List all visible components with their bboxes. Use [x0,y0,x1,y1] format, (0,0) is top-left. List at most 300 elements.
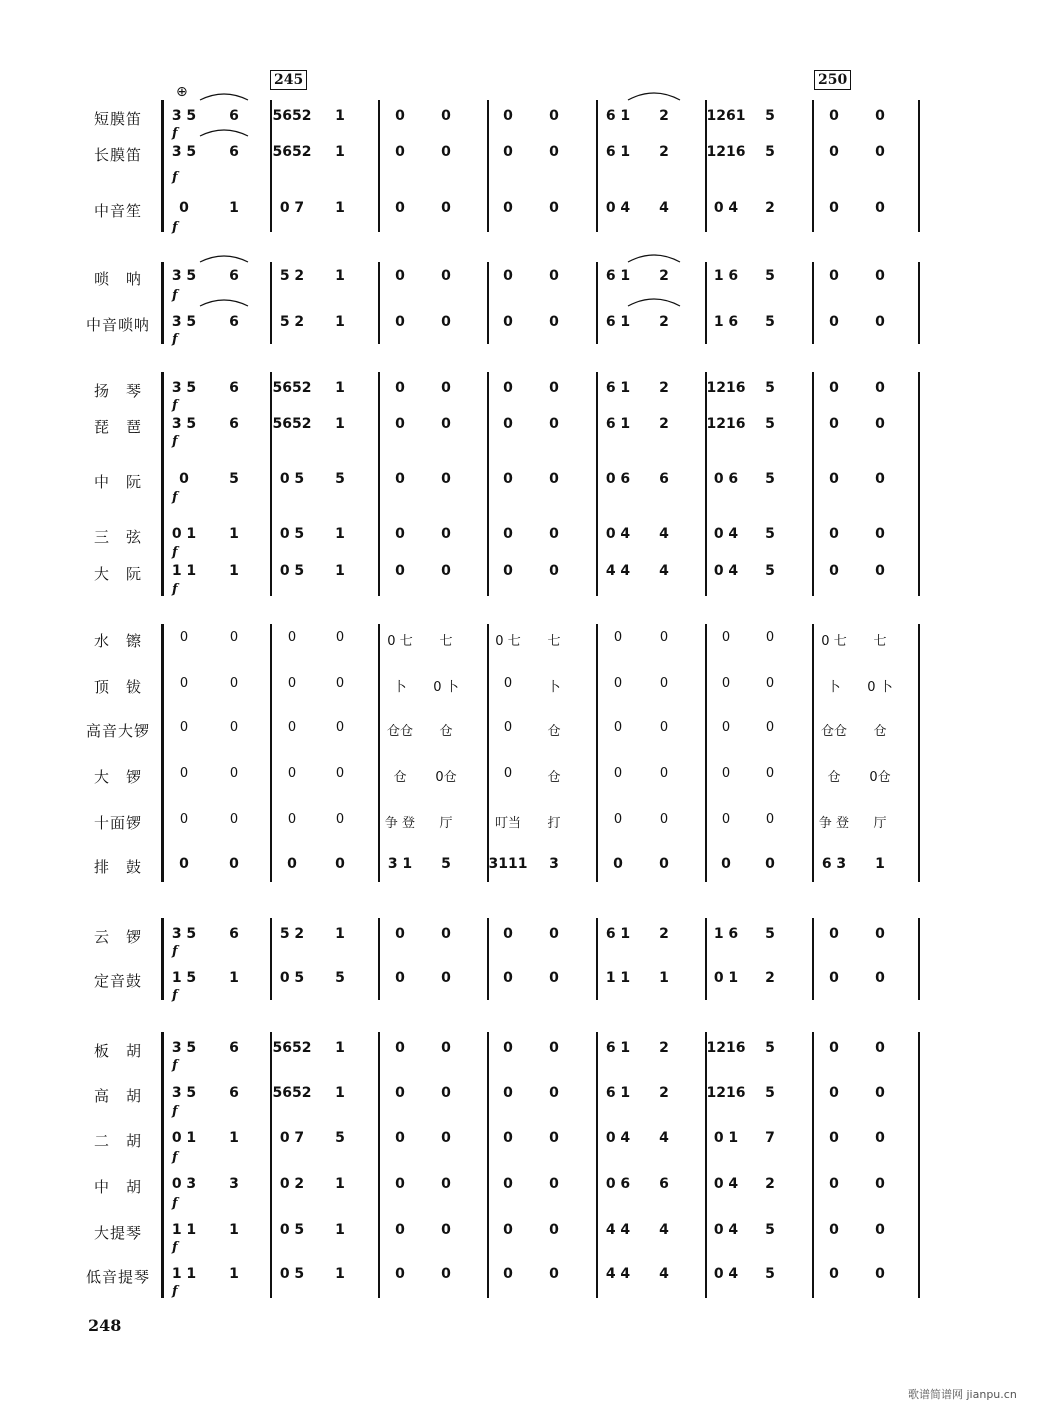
note-cell: 6 [229,108,239,124]
note-cell: 0 [721,630,731,645]
note-cell: 1 [335,144,345,160]
note-cell: 0 [659,630,669,645]
note-cell: 0 [287,766,297,781]
note-cell: 2 [659,1085,669,1101]
note-cell: 0 [395,1040,405,1056]
note-cell: 0 [441,380,451,396]
note-cell: 0 [335,630,345,645]
note-cell: 0 [875,200,885,216]
note-cell: 0 [287,630,297,645]
note-cell: 0 [549,526,559,542]
note-cell: 0 [503,563,513,579]
note-cell: 1 [335,314,345,330]
note-cell: 6 [659,1176,669,1192]
note-cell: 0 [503,970,513,986]
note-cell: 0 [229,630,239,645]
note-cell: 0 5 [279,970,305,986]
note-cell: 1 [659,970,669,986]
note-cell: 0 6 [605,1176,631,1192]
note-cell: 0 [503,144,513,160]
note-cell: 0 [721,856,731,872]
note-cell: 0 [549,108,559,124]
note-cell: 0 6 [605,471,631,487]
note-cell: 5 [765,563,775,579]
note-cell: 0 [549,1130,559,1146]
note-cell: 0 [659,766,669,781]
note-cell: 0 5 [279,1266,305,1282]
note-cell: 0 [395,416,405,432]
dynamic-forte: f [172,1284,178,1299]
note-cell: 0 [441,1085,451,1101]
note-cell: 0 [549,926,559,942]
note-cell: 5652 [272,144,312,160]
note-cell: 0 [335,720,345,735]
note-cell: 5 [229,471,239,487]
note-cell: 1261 [706,108,746,124]
note-cell: 0 [829,1176,839,1192]
note-cell: 0 [179,471,189,487]
note-cell: 0 3 [171,1176,197,1192]
note-cell: 0 [395,314,405,330]
note-cell: 0 4 [713,563,739,579]
note-cell: 0 [395,471,405,487]
note-cell: 1 [335,416,345,432]
note-cell: 0 [765,766,775,781]
note-cell: 0 [549,1176,559,1192]
note-cell: 1 [229,1222,239,1238]
note-cell: 0 [549,144,559,160]
dynamic-forte: f [172,220,178,235]
note-cell: 0 [441,563,451,579]
note-cell: 0 [829,268,839,284]
instrument-label: 琵 琶 [93,418,142,436]
note-cell: 0 4 [713,526,739,542]
note-cell: 0 [829,1222,839,1238]
note-cell: 0 [875,970,885,986]
note-cell: 0 [229,856,239,872]
note-cell: 6 1 [605,416,631,432]
note-cell: 0 [229,812,239,827]
note-cell: 0 [395,108,405,124]
note-cell: 0 [549,416,559,432]
note-cell: 5652 [272,416,312,432]
watermark: 歌谱简谱网 jianpu.cn [908,1388,1017,1401]
note-cell: 仓 [547,770,561,785]
note-cell: 0 [659,856,669,872]
note-cell: 0 [179,856,189,872]
note-cell: 0 [875,1176,885,1192]
note-cell: 0 [503,380,513,396]
note-cell: 5 [765,1222,775,1238]
note-cell: 0 [875,563,885,579]
instrument-label: 水 镲 [93,632,142,650]
note-cell: 5 [765,416,775,432]
note-cell: 0 [441,1222,451,1238]
note-cell: 4 [659,200,669,216]
note-cell: 0 [875,144,885,160]
note-cell: 1 1 [171,1266,197,1282]
note-cell: 6 [229,380,239,396]
note-cell: 3111 [488,856,528,872]
note-cell: 0 [613,720,623,735]
note-cell: 0 [829,526,839,542]
instrument-label: 大 阮 [93,565,142,583]
note-cell: 2 [659,416,669,432]
note-cell: 0 [395,526,405,542]
note-cell: 0 [829,471,839,487]
instrument-label: 中 胡 [93,1178,142,1196]
dynamic-forte: f [172,944,178,959]
note-cell: 0 [441,108,451,124]
instrument-label: 中音笙 [93,202,142,220]
note-cell: 2 [659,926,669,942]
note-cell: 0 4 [713,1266,739,1282]
note-cell: 0仓 [869,770,891,785]
note-cell: 0 [829,1040,839,1056]
note-cell: 0 七 [387,634,413,649]
note-cell: 0 7 [279,200,305,216]
note-cell: 0 [335,766,345,781]
note-cell: 5 2 [279,268,305,284]
note-cell: 0 5 [279,526,305,542]
note-cell: 0 [613,766,623,781]
dynamic-forte: f [172,490,178,505]
instrument-label: 高音大锣 [85,722,150,740]
note-cell: 0 [441,1266,451,1282]
note-cell: 0 [441,526,451,542]
note-cell: 0 [441,314,451,330]
note-cell: 5 [335,1130,345,1146]
note-cell: 0 [441,471,451,487]
note-cell: 0 [395,268,405,284]
note-cell: 0 [179,766,189,781]
note-cell: 0 [875,926,885,942]
coda-sign-icon: ⊕ [176,84,188,100]
note-cell: 0 [503,268,513,284]
note-cell: 0 [721,676,731,691]
note-cell: 0 [395,380,405,396]
note-cell: 1 [335,108,345,124]
note-cell: 0 [549,970,559,986]
note-cell: 0 [659,812,669,827]
instrument-label: 三 弦 [93,528,142,546]
note-cell: 5 [335,970,345,986]
note-cell: 0 1 [713,970,739,986]
note-cell: 6 [229,144,239,160]
note-cell: 仓仓 [386,724,413,739]
note-cell: 0 [503,314,513,330]
note-cell: 4 [659,1266,669,1282]
note-cell: 0 [503,926,513,942]
note-cell: 0仓 [435,770,457,785]
note-cell: 0 [829,200,839,216]
dynamic-forte: f [172,1240,178,1255]
note-cell: 0 [613,856,623,872]
note-cell: 0 [441,1130,451,1146]
note-cell: 6 [229,314,239,330]
note-cell: 0 [829,380,839,396]
note-cell: 0 [765,720,775,735]
note-cell: 2 [659,108,669,124]
note-cell: 6 [229,1040,239,1056]
note-cell: 1 6 [713,268,739,284]
note-cell: 0 [441,200,451,216]
note-cell: 4 [659,563,669,579]
note-cell: 4 [659,526,669,542]
note-cell: 0 [335,856,345,872]
note-cell: 0 [875,416,885,432]
note-cell: 1 [335,563,345,579]
note-cell: 0 [549,563,559,579]
note-cell: 1 [335,526,345,542]
note-cell: 0 7 [279,1130,305,1146]
note-cell: 0 [503,108,513,124]
note-cell: 3 5 [171,380,197,396]
note-cell: 3 5 [171,108,197,124]
note-cell: 0 [395,1266,405,1282]
note-cell: 6 1 [605,1085,631,1101]
dynamic-forte: f [172,398,178,413]
note-cell: 6 [229,926,239,942]
note-cell: 0 [395,200,405,216]
note-cell: 5652 [272,1040,312,1056]
note-cell: 0 [765,630,775,645]
note-cell: 6 1 [605,1040,631,1056]
note-cell: 0 卜 [867,680,893,695]
instrument-label: 中 阮 [93,473,142,491]
instrument-label: 定音鼓 [93,972,142,990]
note-cell: 0 [179,200,189,216]
note-cell: 3 5 [171,926,197,942]
note-cell: 0 [875,1266,885,1282]
note-cell: 0 [875,380,885,396]
note-cell: 0 4 [713,1222,739,1238]
note-cell: 6 3 [821,856,847,872]
note-cell: 厅 [439,816,453,831]
note-cell: 1 [875,856,885,872]
note-cell: 0 5 [279,563,305,579]
note-cell: 5 2 [279,314,305,330]
note-cell: 1 [335,926,345,942]
note-cell: 3 [549,856,559,872]
note-cell: 2 [765,1176,775,1192]
note-cell: 0 [395,970,405,986]
note-cell: 仓 [827,770,841,785]
note-cell: 4 4 [605,563,631,579]
note-cell: 0 6 [713,471,739,487]
note-cell: 0 [721,812,731,827]
note-cell: 0 [441,144,451,160]
note-cell: 0 [875,314,885,330]
note-cell: 5 [335,471,345,487]
note-cell: 争 登 [384,816,416,831]
note-cell: 0 [441,1176,451,1192]
note-cell: 6 1 [605,314,631,330]
note-cell: 0 [765,856,775,872]
note-cell: 5 [765,314,775,330]
note-cell: 6 [229,1085,239,1101]
note-cell: 0 [659,676,669,691]
note-cell: 0 [503,720,513,735]
note-cell: 0 2 [279,1176,305,1192]
note-cell: 6 1 [605,268,631,284]
note-cell: 1216 [706,416,746,432]
note-cell: 仓仓 [820,724,847,739]
dynamic-forte: f [172,1196,178,1211]
note-cell: 1 [335,268,345,284]
note-cell: 0 [229,676,239,691]
note-cell: 1 [335,380,345,396]
note-cell: 0 [829,1130,839,1146]
note-cell: 0 [503,1266,513,1282]
note-cell: 0 卜 [433,680,459,695]
note-cell: 2 [659,314,669,330]
note-cell: 5 [765,380,775,396]
note-cell: 6 [659,471,669,487]
note-cell: 1 6 [713,314,739,330]
note-cell: 2 [659,144,669,160]
note-cell: 3 [229,1176,239,1192]
note-cell: 0 [829,416,839,432]
note-cell: 4 [659,1222,669,1238]
note-cell: 卜 [547,680,561,695]
note-cell: 1216 [706,1085,746,1101]
note-cell: 6 1 [605,380,631,396]
note-cell: 0 [179,630,189,645]
note-cell: 1 [335,1085,345,1101]
note-cell: 0 4 [605,526,631,542]
note-cell: 0 [395,1176,405,1192]
note-cell: 0 [613,812,623,827]
note-cell: 0 [829,926,839,942]
note-cell: 0 [549,380,559,396]
note-cell: 0 [829,1266,839,1282]
note-cell: 0 [875,1130,885,1146]
instrument-label: 中音唢呐 [85,316,150,334]
note-cell: 2 [765,200,775,216]
note-cell: 打 [547,816,561,831]
note-cell: 0 [503,526,513,542]
note-cell: 5 [441,856,451,872]
note-cell: 1 1 [171,563,197,579]
instrument-label: 低音提琴 [85,1268,150,1286]
instrument-label: 短膜笛 [93,110,142,128]
note-cell: 0 [765,676,775,691]
note-cell: 0 [503,1222,513,1238]
note-cell: 0 [503,1040,513,1056]
note-cell: 6 [229,416,239,432]
note-cell: 仓 [547,724,561,739]
instrument-label: 高 胡 [93,1087,142,1105]
note-cell: 1 [229,526,239,542]
dynamic-forte: f [172,434,178,449]
note-cell: 0 [549,200,559,216]
dynamic-forte: f [172,988,178,1003]
note-cell: 1216 [706,380,746,396]
note-cell: 0 [549,1040,559,1056]
note-cell: 0 [549,1085,559,1101]
note-cell: 仓 [873,724,887,739]
note-cell: 0 4 [713,200,739,216]
dynamic-forte: f [172,582,178,597]
note-cell: 0 [287,856,297,872]
dynamic-forte: f [172,288,178,303]
note-cell: 争 登 [818,816,850,831]
note-cell: 0 [395,563,405,579]
note-cell: 0 [441,268,451,284]
note-cell: 5 [765,471,775,487]
note-cell: 0 [395,926,405,942]
note-cell: 0 [549,1266,559,1282]
note-cell: 0 [503,416,513,432]
note-cell: 3 1 [387,856,413,872]
instrument-label: 大提琴 [93,1224,142,1242]
note-cell: 叮当 [494,816,521,831]
note-cell: 七 [873,634,887,649]
dynamic-forte: f [172,170,178,185]
note-cell: 1 [335,200,345,216]
note-cell: 3 5 [171,416,197,432]
note-cell: 5652 [272,108,312,124]
note-cell: 0 [721,766,731,781]
measure-number-245: 245 [270,70,307,90]
note-cell: 0 [549,314,559,330]
note-cell: 0 [503,200,513,216]
note-cell: 3 5 [171,144,197,160]
note-cell: 厅 [873,816,887,831]
note-cell: 卜 [393,680,407,695]
note-cell: 1 [335,1176,345,1192]
note-cell: 0 [875,471,885,487]
note-cell: 1216 [706,1040,746,1056]
instrument-label: 长膜笛 [93,146,142,164]
note-cell: 3 5 [171,1040,197,1056]
note-cell: 5 [765,144,775,160]
dynamic-forte: f [172,126,178,141]
note-cell: 0 七 [821,634,847,649]
note-cell: 0 [503,1130,513,1146]
dynamic-forte: f [172,1104,178,1119]
note-cell: 1 [229,200,239,216]
note-cell: 0 七 [495,634,521,649]
note-cell: 0 [287,720,297,735]
note-cell: 0 1 [171,1130,197,1146]
note-cell: 0 [503,676,513,691]
note-cell: 0 5 [279,471,305,487]
note-cell: 0 [395,144,405,160]
note-cell: 0 4 [713,1176,739,1192]
note-cell: 0 [503,766,513,781]
note-cell: 0 [335,676,345,691]
note-cell: 3 5 [171,268,197,284]
note-cell: 6 [229,268,239,284]
note-cell: 5 [765,108,775,124]
note-cell: 0 1 [171,526,197,542]
note-cell: 0 [179,812,189,827]
note-cell: 0 [503,471,513,487]
note-cell: 5 [765,1040,775,1056]
note-cell: 5652 [272,380,312,396]
note-cell: 0 [829,563,839,579]
instrument-label: 唢 呐 [93,270,142,288]
note-cell: 0 [875,108,885,124]
note-cell: 0 [613,676,623,691]
note-cell: 1216 [706,144,746,160]
note-cell: 0 [287,812,297,827]
note-cell: 0 [549,1222,559,1238]
note-cell: 0 [875,1085,885,1101]
note-cell: 0 4 [605,1130,631,1146]
